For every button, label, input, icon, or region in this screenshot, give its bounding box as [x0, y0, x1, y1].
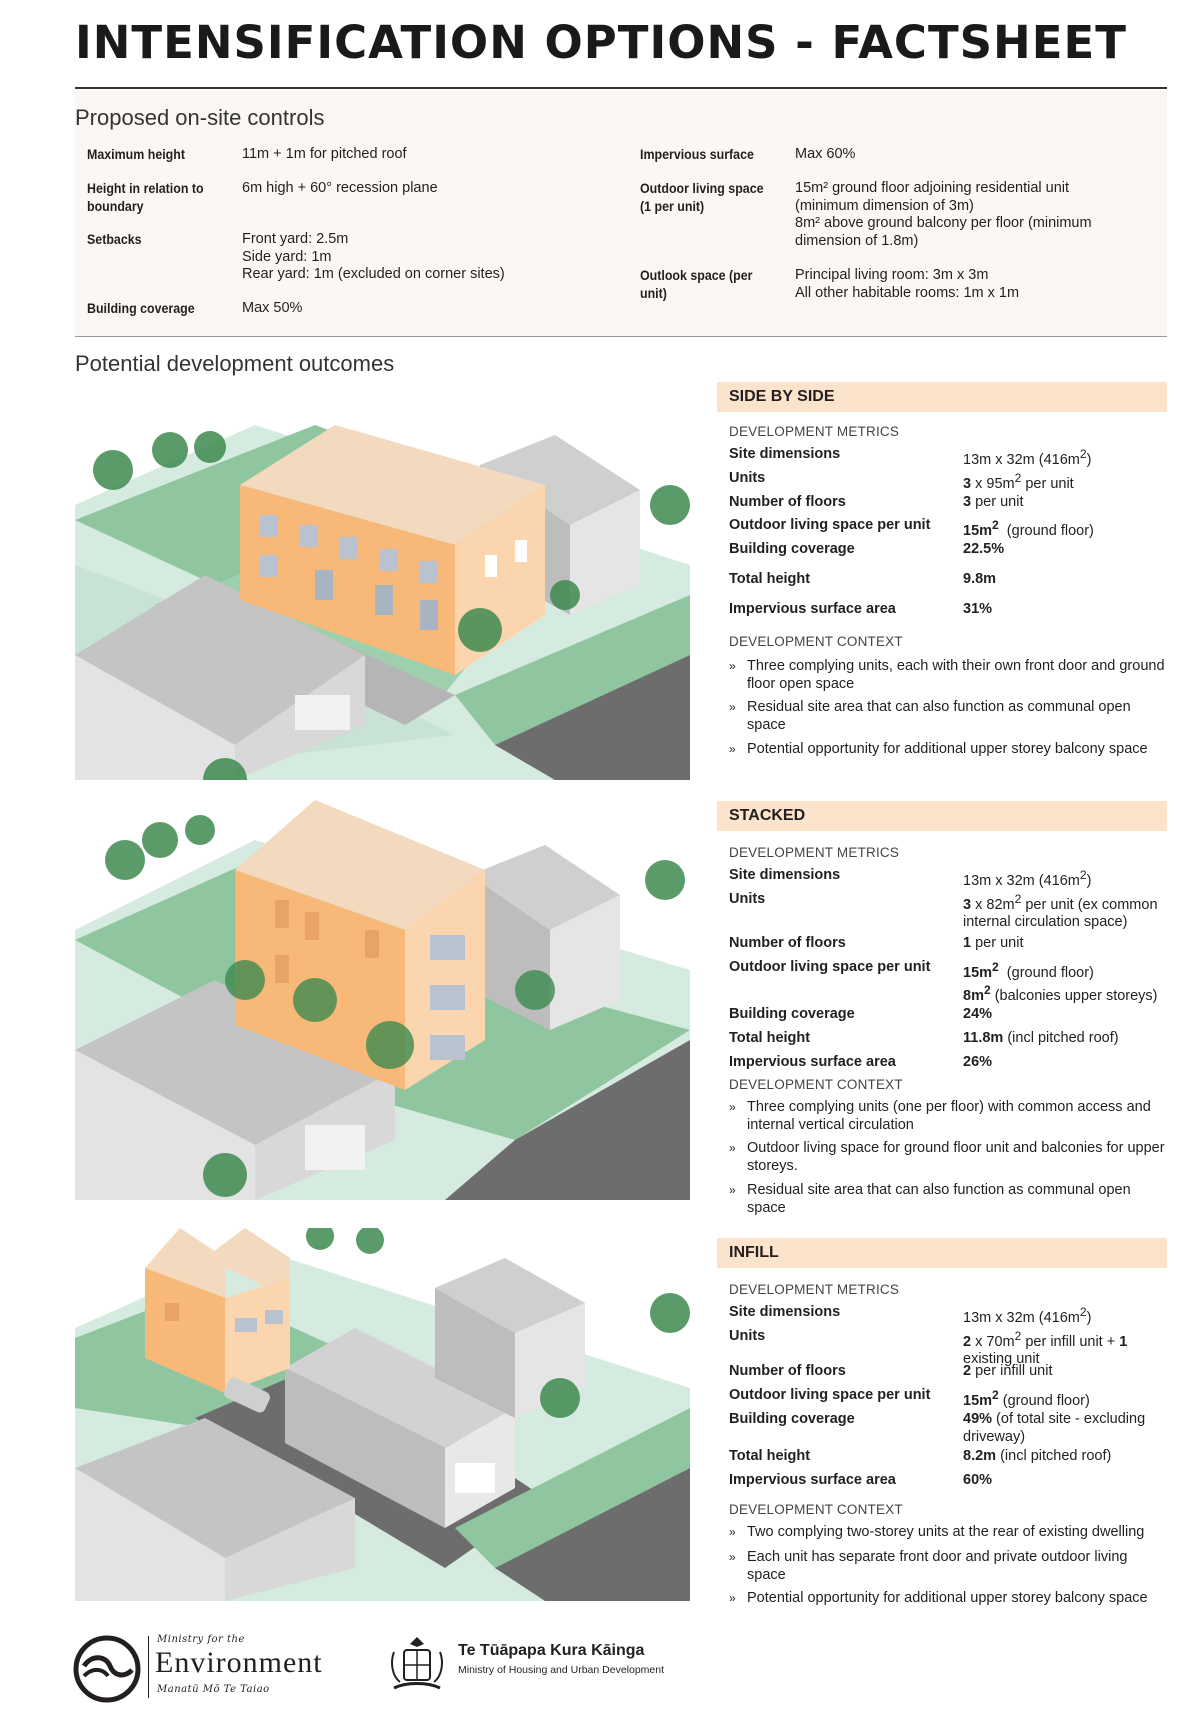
metric-value: $15m^2$ (ground floor) $8m^2$ (balconies upper storeys): [963, 960, 1158, 1005]
control-value-outlook: Principal living room: 3m x 3m All other habitable rooms: 1m x 1m: [795, 267, 1020, 301]
metric-label: Number of floors: [729, 494, 846, 510]
context-text: Residual site area that can also function as communal open space: [747, 699, 1131, 733]
context-text: Potential opportunity for additional upper storey balcony space: [747, 1590, 1148, 1606]
context-item: [729, 1099, 1169, 1134]
hud-main-text: Te Tūāpapa Kura Kāinga: [458, 1642, 645, 1659]
metric-value: 60%: [963, 1472, 993, 1488]
context-item: [729, 1140, 1169, 1175]
chevron-bullet-icon: »: [729, 1525, 736, 1539]
metric-label: Site dimensions: [729, 867, 841, 883]
context-item: [729, 1524, 1169, 1542]
metric-label: Outdoor living space per unit: [729, 959, 931, 975]
metric-value: 2 per infill unit: [963, 1363, 1053, 1379]
mfe-main-text: Environment: [155, 1646, 323, 1679]
control-value-max-height: 11m + 1m for pitched roof: [242, 146, 407, 162]
metric-value: $15m^2$ (ground floor): [963, 518, 1094, 539]
tree-icon: [366, 1021, 414, 1069]
metric-label: Total height: [729, 571, 811, 587]
metric-value: 49% (of total site - excluding driveway): [963, 1411, 1146, 1445]
metric-label: Total height: [729, 1030, 811, 1046]
metric-value: 2 x $70m^2$ per infill unit + 1 existing unit: [963, 1329, 1128, 1368]
title-divider: [75, 87, 1167, 89]
mfe-logo-icon: [72, 1634, 142, 1704]
tree-icon: [194, 431, 226, 463]
metric-label: Impervious surface area: [729, 1054, 896, 1070]
tree-icon: [105, 840, 145, 880]
illustration-stacked: [75, 800, 690, 1200]
context-text: Residual site area that can also function as communal open space: [747, 1182, 1131, 1216]
chevron-bullet-icon: »: [729, 659, 736, 673]
metric-value: 22.5%: [963, 541, 1005, 557]
option-header-infill: [717, 1238, 1167, 1268]
tree-icon: [550, 580, 580, 610]
context-item: [729, 1182, 1169, 1217]
outcomes-heading: Potential development outcomes: [75, 351, 395, 376]
control-label-max-height: Maximum height: [87, 147, 185, 162]
context-text: Two complying two-storey units at the rear of existing dwelling: [747, 1524, 1145, 1540]
metric-value: 13m x 32m $(416m^2)$: [963, 447, 1092, 468]
metric-value: 3 x $82m^2$ per unit (ex common internal circulation space): [963, 892, 1158, 931]
page-title: INTENSIFICATION OPTIONS - FACTSHEET: [75, 16, 1127, 69]
metric-label: Outdoor living space per unit: [729, 1387, 931, 1403]
tree-icon: [293, 978, 337, 1022]
metric-label: Site dimensions: [729, 446, 841, 462]
metric-value: 13m x 32m $(416m^2)$: [963, 868, 1092, 889]
control-value-hirb: 6m high + 60° recession plane: [242, 180, 438, 196]
nz-coat-of-arms-icon: [388, 1634, 446, 1696]
context-text: Each unit has separate front door and private outdoor living space: [747, 1549, 1128, 1583]
tree-icon: [185, 815, 215, 845]
hud-sub-text: Ministry of Housing and Urban Development: [458, 1664, 665, 1676]
metric-label: Building coverage: [729, 1006, 855, 1022]
tree-icon: [93, 450, 133, 490]
control-value-setbacks: Front yard: 2.5m Side yard: 1m Rear yard: 1m (excluded on corner sites): [242, 231, 505, 282]
control-label-setbacks: Setbacks: [87, 232, 142, 247]
metric-value: 13m x 32m $(416m^2)$: [963, 1305, 1092, 1326]
option-header-side-by-side: [717, 382, 1167, 412]
chevron-bullet-icon: »: [729, 1100, 736, 1114]
tree-icon: [540, 1378, 580, 1418]
metric-label: Units: [729, 1328, 766, 1344]
option-title: SIDE BY SIDE: [729, 388, 835, 405]
context-label: DEVELOPMENT CONTEXT: [729, 1502, 903, 1517]
context-text: Potential opportunity for additional upper storey balcony space: [747, 741, 1148, 757]
metric-label: Impervious surface area: [729, 601, 896, 617]
context-item: [729, 699, 1169, 734]
mfe-top-text: Ministry for the: [157, 1634, 245, 1645]
control-label-outlook: Outlook space (per unit): [640, 268, 753, 301]
metric-label: Units: [729, 470, 766, 486]
tree-icon: [356, 1228, 384, 1254]
section-divider: [75, 336, 1167, 337]
metrics-label: DEVELOPMENT METRICS: [729, 1282, 900, 1297]
chevron-bullet-icon: »: [729, 1591, 736, 1605]
metric-label: Site dimensions: [729, 1304, 841, 1320]
mfe-divider: [148, 1636, 149, 1698]
metric-label: Impervious surface area: [729, 1472, 896, 1488]
chevron-bullet-icon: »: [729, 742, 736, 756]
control-label-impervious: Impervious surface: [640, 147, 754, 162]
metrics-label: DEVELOPMENT METRICS: [729, 845, 900, 860]
metric-value: $15m^2$ (ground floor): [963, 1388, 1090, 1409]
metric-value: 3 x $95m^2$ per unit: [963, 471, 1074, 492]
option-title: INFILL: [729, 1244, 779, 1261]
metric-label: Number of floors: [729, 935, 846, 951]
metric-label: Number of floors: [729, 1363, 846, 1379]
metric-value: 8.2m (incl pitched roof): [963, 1448, 1112, 1464]
tree-icon: [203, 1153, 247, 1197]
control-label-coverage: Building coverage: [87, 301, 195, 316]
metric-value: 24%: [963, 1006, 993, 1022]
metric-value: 3 per unit: [963, 494, 1024, 510]
control-value-coverage: Max 50%: [242, 300, 303, 316]
tree-icon: [306, 1228, 334, 1250]
chevron-bullet-icon: »: [729, 1183, 736, 1197]
context-label: DEVELOPMENT CONTEXT: [729, 634, 903, 649]
tree-icon: [225, 960, 265, 1000]
chevron-bullet-icon: »: [729, 1141, 736, 1155]
illustration-side-by-side: [75, 425, 690, 780]
metric-label: Outdoor living space per unit: [729, 517, 931, 533]
context-item: [729, 1549, 1169, 1584]
tree-icon: [645, 860, 685, 900]
chevron-bullet-icon: »: [729, 700, 736, 714]
metric-value: 9.8m: [963, 571, 997, 587]
metric-label: Units: [729, 891, 766, 907]
tree-icon: [650, 1293, 690, 1333]
mfe-sub-text: Manatū Mō Te Taiao: [157, 1684, 270, 1695]
illustration-infill: [75, 1228, 690, 1601]
context-label: DEVELOPMENT CONTEXT: [729, 1077, 903, 1092]
metric-label: Total height: [729, 1448, 811, 1464]
control-value-impervious: Max 60%: [795, 146, 856, 162]
metric-value: 31%: [963, 601, 993, 617]
context-item: [729, 1590, 1169, 1608]
control-value-outdoor: 15m² ground floor adjoining residential unit (minimum dimension of 3m) 8m² above ground balcony per floor (minimum dimension of 1.8m): [795, 180, 1092, 249]
control-label-hirb: Height in relation to boundary: [87, 181, 204, 214]
context-text: Outdoor living space for ground floor unit and balconies for upper storeys.: [747, 1140, 1165, 1174]
context-item: [729, 658, 1169, 693]
context-text: Three complying units (one per floor) with common access and internal vertical circulation: [747, 1099, 1151, 1133]
tree-icon: [515, 970, 555, 1010]
context-item: [729, 741, 1169, 759]
context-text: Three complying units, each with their own front door and ground floor open space: [747, 658, 1165, 692]
tree-icon: [458, 608, 502, 652]
chevron-bullet-icon: »: [729, 1550, 736, 1564]
control-label-outdoor: Outdoor living space (1 per unit): [640, 181, 764, 214]
metrics-label: DEVELOPMENT METRICS: [729, 424, 900, 439]
option-header-stacked: [717, 801, 1167, 831]
metric-value: 1 per unit: [963, 935, 1024, 951]
metric-label: Building coverage: [729, 541, 855, 557]
tree-icon: [650, 485, 690, 525]
tree-icon: [152, 432, 188, 468]
metric-value: 11.8m (incl pitched roof): [963, 1030, 1119, 1046]
metric-value: 26%: [963, 1054, 993, 1070]
option-title: STACKED: [729, 807, 806, 824]
tree-icon: [142, 822, 178, 858]
controls-heading: Proposed on-site controls: [75, 105, 325, 130]
metric-label: Building coverage: [729, 1411, 855, 1427]
